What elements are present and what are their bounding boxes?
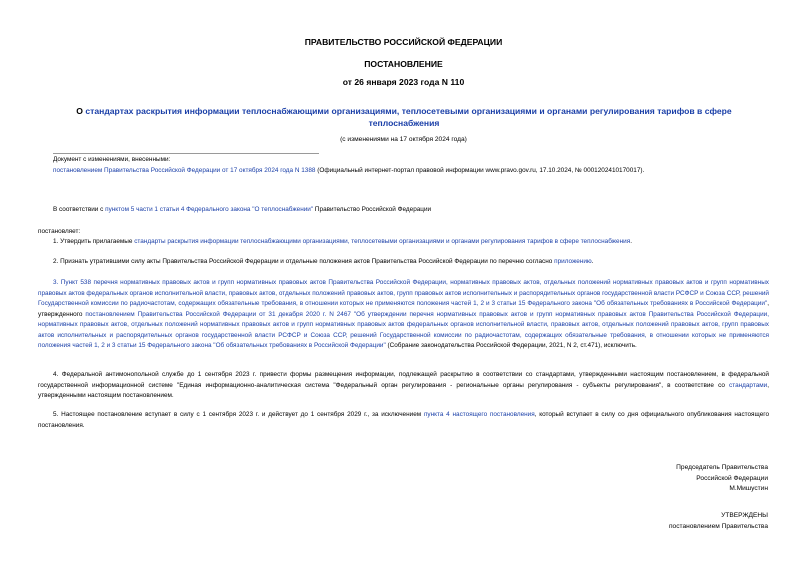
signature-position: Председатель Правительства <box>676 464 768 471</box>
government-heading: ПРАВИТЕЛЬСТВО РОССИЙСКОЙ ФЕДЕРАЦИИ <box>304 37 503 47</box>
clause-3-text: , утвержденного <box>38 300 769 318</box>
amendments-entry <box>53 166 753 177</box>
clause-4-standards-link[interactable]: стандартами <box>729 381 768 389</box>
clause-5-end: , который вступает в силу со дня официального опубликования настоящего постановления. <box>38 411 769 429</box>
clause-4-reference-link[interactable]: пункта 4 настоящего постановления <box>423 411 535 418</box>
amendment-source-text: (Официальный интернет-портал правовой информации www.pravo.gov.ru, 17.10.2024, № 0001202410170017). <box>315 166 645 174</box>
clause-1-text: 1. Утвердить прилагаемые <box>53 238 135 245</box>
clause-2-end: . <box>591 258 594 265</box>
amendment-resolution-link[interactable]: постановлением Правительства Российской Федерации от 17 октября 2024 года N 1388 <box>53 166 316 174</box>
clause-1-end: . <box>630 238 632 245</box>
preamble-text-start: В соответствии с <box>53 206 106 213</box>
clause-1-standards-link[interactable]: стандарты раскрытия информации теплоснабжающими организациями, теплосетевыми организациями и органами регулирования тарифов в сфере теплоснабжения <box>134 238 631 245</box>
document-title <box>60 105 748 129</box>
approval-heading: УТВЕРЖДЕНЫ <box>721 512 768 519</box>
clause-3-list-link[interactable]: 3. Пункт 538 перечня нормативных правовых актов и групп нормативных правовых актов Правительства Российской Федерации, нормативных правовых актов, отдельных положений нормативных правовых актов и групп нормативных правовых актов федеральных органов исполнительной власти, правовых актов, отдельных положений правовых актов, групп правовых актов исполнительных и распорядительных органов государственной власти РСФСР и Союза ССР, решений Государственной комиссии по радиочастотам, содержащих обязательные требования, в отношении которых не применяются положения частей 1, 2 и 3 статьи 15 Федерального закона "Об обязательных требованиях в Российской Федерации" <box>38 279 769 307</box>
signature-name: М.Мишустин <box>729 485 768 492</box>
document-type: ПОСТАНОВЛЕНИЕ <box>364 59 443 69</box>
clause-2-text: 2. Признать утратившими силу акты Правительства Российской Федерации и отдельные положения актов Правительства Российской Федерации по перечню согласно <box>53 258 555 265</box>
clause-2 <box>53 257 768 268</box>
resolves-label: постановляет: <box>38 228 81 235</box>
divider <box>53 153 319 154</box>
clause-5-text: 5. Настоящее постановление вступает в силу с 1 сентября 2023 г. и действует до 1 сентября 2029 г., за исключением <box>53 411 424 418</box>
clause-4-end: , утвержденными настоящим постановлением. <box>38 381 769 399</box>
signature-block <box>676 463 768 495</box>
resolution-2467-link[interactable]: постановлением Правительства Российской Федерации от 31 декабря 2020 г. N 2467 "Об утверждении перечня нормативных правовых актов и групп нормативных правовых актов Правительства Российской Федерации, нормативных правовых актов, отдельных положений нормативных правовых актов и групп нормативных правовых актов федеральных органов исполнительной власти, правовых актов, отдельных положений правовых актов, групп правовых актов исполнительных и распорядительных органов государственной власти РСФСР и Союза ССР, решений Государственной комиссии по радиочастотам, содержащих обязательные требования, в отношении которых не применяются положения частей 1, 2 и 3 статьи 15 Федерального закона "Об обязательных требованиях в Российской Федерации" <box>38 310 769 349</box>
amendments-heading: Документ с изменениями, внесенными: <box>53 156 171 163</box>
clause-4 <box>38 370 769 402</box>
clause-3 <box>38 278 769 352</box>
document-date-number: от 26 января 2023 года N 110 <box>342 77 465 87</box>
law-on-heat-supply-link[interactable]: пунктом 5 части 1 статьи 4 Федерального закона "О теплоснабжении" <box>105 206 314 213</box>
approval-text: постановлением Правительства <box>668 522 768 530</box>
clause-4-text: 4. Федеральной антимонопольной службе до 1 сентября 2023 г. привести формы размещения информации, подлежащей раскрытию в соответствии со стандартами, утвержденными настоящим постановлением, в федеральной государственной информационной системе "Единая информационно-аналитическая система "Федеральный орган регулирования - региональные органы регулирования - субъекты регулирования", в соответствие со <box>38 371 769 389</box>
preamble-text-end: Правительство Российской Федерации <box>313 206 432 213</box>
title-standards-link[interactable]: стандартах раскрытия информации теплоснабжающими организациями, теплосетевыми организациями и органами регулирования тарифов в сфере теплоснабжения <box>85 106 732 128</box>
signature-organization: Российской Федерации <box>696 474 768 482</box>
amendments-block <box>53 155 753 176</box>
clause-5 <box>38 410 769 431</box>
approval-block <box>669 511 768 532</box>
appendix-link[interactable]: приложению <box>554 258 592 265</box>
preamble <box>53 205 753 216</box>
clause-3-end: (Собрание законодательства Российской Федерации, 2021, N 2, ст.471), исключить. <box>385 342 637 349</box>
edition-note: (с изменениями на 17 октября 2024 года) <box>340 136 467 143</box>
title-prefix: О <box>76 106 86 116</box>
clause-1 <box>53 237 768 248</box>
